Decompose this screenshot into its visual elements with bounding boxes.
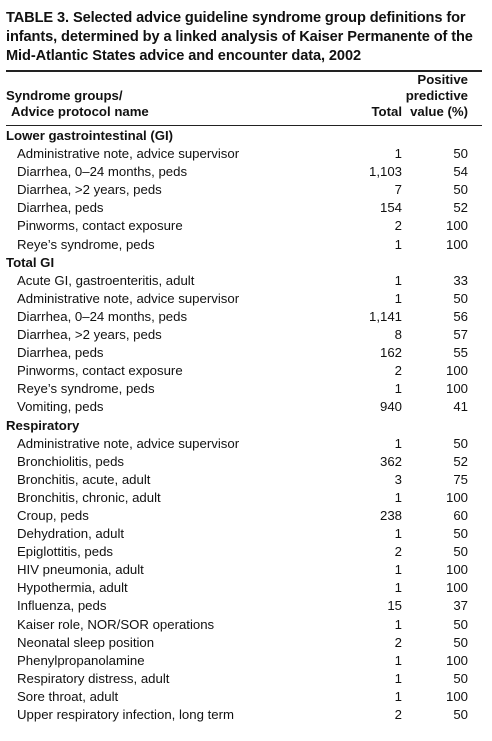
table-row [6,217,482,235]
protocol-name: Respiratory distress, adult [17,670,170,686]
protocol-name: Hypothermia, adult [17,580,128,596]
protocol-name: HIV pneumonia, adult [17,562,144,578]
protocol-name: Diarrhea, 0–24 months, peds [17,164,188,180]
ppv-cell: 50 [453,290,468,306]
protocol-name: Kaiser role, NOR/SOR operations [17,616,215,632]
total-cell: 1 [394,381,402,397]
table-row [6,688,482,706]
ppv-cell: 100 [445,562,468,578]
total-cell: 1 [394,652,402,668]
table-row [6,326,482,344]
table-row [6,489,482,507]
total-cell: 2 [394,544,402,560]
table-row [6,525,482,543]
table-row [6,579,482,597]
total-cell: 3 [394,471,402,487]
total-cell: 1 [394,526,402,542]
total-cell: 162 [379,345,402,361]
ppv-cell: 50 [453,634,468,650]
header-syndrome-line1: Syndrome groups/ [6,88,123,103]
total-cell: 1 [394,290,402,306]
total-cell: 1 [394,435,402,451]
total-cell: 1 [394,616,402,632]
ppv-cell: 100 [445,489,468,505]
total-cell: 1,103 [368,164,402,180]
table-row [6,272,482,290]
table-row [6,471,482,489]
total-cell: 1 [394,489,402,505]
total-cell: 1 [394,688,402,704]
ppv-cell: 54 [453,164,468,180]
protocol-name: Upper respiratory infection, long term [17,707,234,722]
ppv-cell: 55 [453,345,468,361]
ppv-cell: 50 [453,526,468,542]
ppv-cell: 100 [445,580,468,596]
protocol-name: Diarrhea, peds [17,200,104,216]
protocol-name: Diarrhea, peds [17,345,104,361]
header-ppv-line2: predictive [405,88,468,103]
header-ppv-line3: value (%) [410,104,468,119]
total-cell: 1 [394,236,402,252]
ppv-cell: 100 [445,688,468,704]
group-name: Respiratory [6,417,80,433]
table-row [6,507,482,525]
ppv-cell: 33 [453,272,468,288]
ppv-cell: 50 [453,707,468,722]
table-row [6,398,482,416]
group-name: Total GI [6,254,55,270]
protocol-name: Reye’s syndrome, peds [17,381,155,397]
total-cell: 7 [394,182,402,198]
ppv-cell: 50 [453,182,468,198]
group-heading [6,417,482,435]
table-row [6,344,482,362]
protocol-name: Administrative note, advice supervisor [17,435,240,451]
total-cell: 1 [394,272,402,288]
total-cell: 2 [394,707,402,722]
protocol-name: Bronchitis, acute, adult [17,471,151,487]
table-container [6,9,482,724]
protocol-name: Neonatal sleep position [17,634,155,650]
total-cell: 1 [394,670,402,686]
protocol-name: Epiglottitis, peds [17,544,114,560]
table-row [6,145,482,163]
protocol-name: Acute GI, gastroenteritis, adult [17,272,195,288]
header-total: Total [371,104,402,119]
total-cell: 2 [394,363,402,379]
protocol-name: Croup, peds [17,507,89,523]
ppv-cell: 56 [453,308,468,324]
protocol-name: Administrative note, advice supervisor [17,146,240,162]
table-row [6,308,482,326]
ppv-cell: 100 [445,652,468,668]
group-heading [6,254,482,272]
protocol-name: Diarrhea, >2 years, peds [17,327,162,343]
table-row [6,634,482,652]
total-cell: 1 [394,146,402,162]
table-row [6,543,482,561]
header-syndrome-column [6,88,149,120]
total-cell: 15 [387,598,402,614]
table-row [6,670,482,688]
ppv-cell: 50 [453,670,468,686]
total-cell: 8 [394,327,402,343]
protocol-name: Diarrhea, 0–24 months, peds [17,308,188,324]
table-row [6,453,482,471]
total-cell: 940 [379,399,402,415]
protocol-name: Dehydration, adult [17,526,125,542]
ppv-cell: 50 [453,616,468,632]
table-row [6,616,482,634]
ppv-cell: 100 [445,218,468,234]
ppv-cell: 41 [453,399,468,415]
group-heading [6,127,482,145]
protocol-name: Diarrhea, >2 years, peds [17,182,162,198]
total-cell: 1,141 [368,308,402,324]
ppv-cell: 52 [453,453,468,469]
table-row [6,236,482,254]
table-row [6,199,482,217]
protocol-name: Phenylpropanolamine [17,652,145,668]
group-name: Lower gastrointestinal (GI) [6,128,174,143]
ppv-cell: 50 [453,435,468,451]
table-row [6,597,482,615]
header-syndrome-line2: Advice protocol name [11,104,149,119]
protocol-name: Vomiting, peds [17,399,104,415]
ppv-cell: 100 [445,363,468,379]
ppv-cell: 75 [453,471,468,487]
header-ppv-column [406,72,468,120]
protocol-name: Administrative note, advice supervisor [17,290,240,306]
table-row [6,652,482,670]
ppv-cell: 50 [453,146,468,162]
protocol-name: Influenza, peds [17,598,107,614]
total-cell: 1 [394,580,402,596]
total-cell: 1 [394,562,402,578]
table-title: TABLE 3. Selected advice guideline syndrome group definitions for infants, determined by a linked analysis of Kaiser Permanente of the Mid-Atlantic States advice and encounter data, 2002 [6,10,473,64]
protocol-name: Reye’s syndrome, peds [17,236,155,252]
total-cell: 2 [394,218,402,234]
protocol-name: Pinworms, contact exposure [17,218,183,234]
ppv-cell: 60 [453,507,468,523]
table-row [6,706,482,724]
table-row [6,163,482,181]
ppv-cell: 52 [453,200,468,216]
ppv-cell: 100 [445,381,468,397]
protocol-name: Sore throat, adult [17,688,119,704]
ppv-cell: 57 [453,327,468,343]
header-ppv-line1: Positive [417,72,468,87]
protocol-name: Bronchiolitis, peds [17,453,125,469]
table-row [6,435,482,453]
total-cell: 238 [379,507,402,523]
table-row [6,181,482,199]
table-row [6,362,482,380]
table-row [6,561,482,579]
total-cell: 2 [394,634,402,650]
ppv-cell: 50 [453,544,468,560]
ppv-cell: 100 [445,236,468,252]
protocol-name: Pinworms, contact exposure [17,363,183,379]
total-cell: 362 [379,453,402,469]
table-body [6,126,482,724]
ppv-cell: 37 [453,598,468,614]
protocol-name: Bronchitis, chronic, adult [17,489,161,505]
total-cell: 154 [379,200,402,216]
table-row [6,380,482,398]
table-row [6,290,482,308]
table-header [6,72,482,125]
